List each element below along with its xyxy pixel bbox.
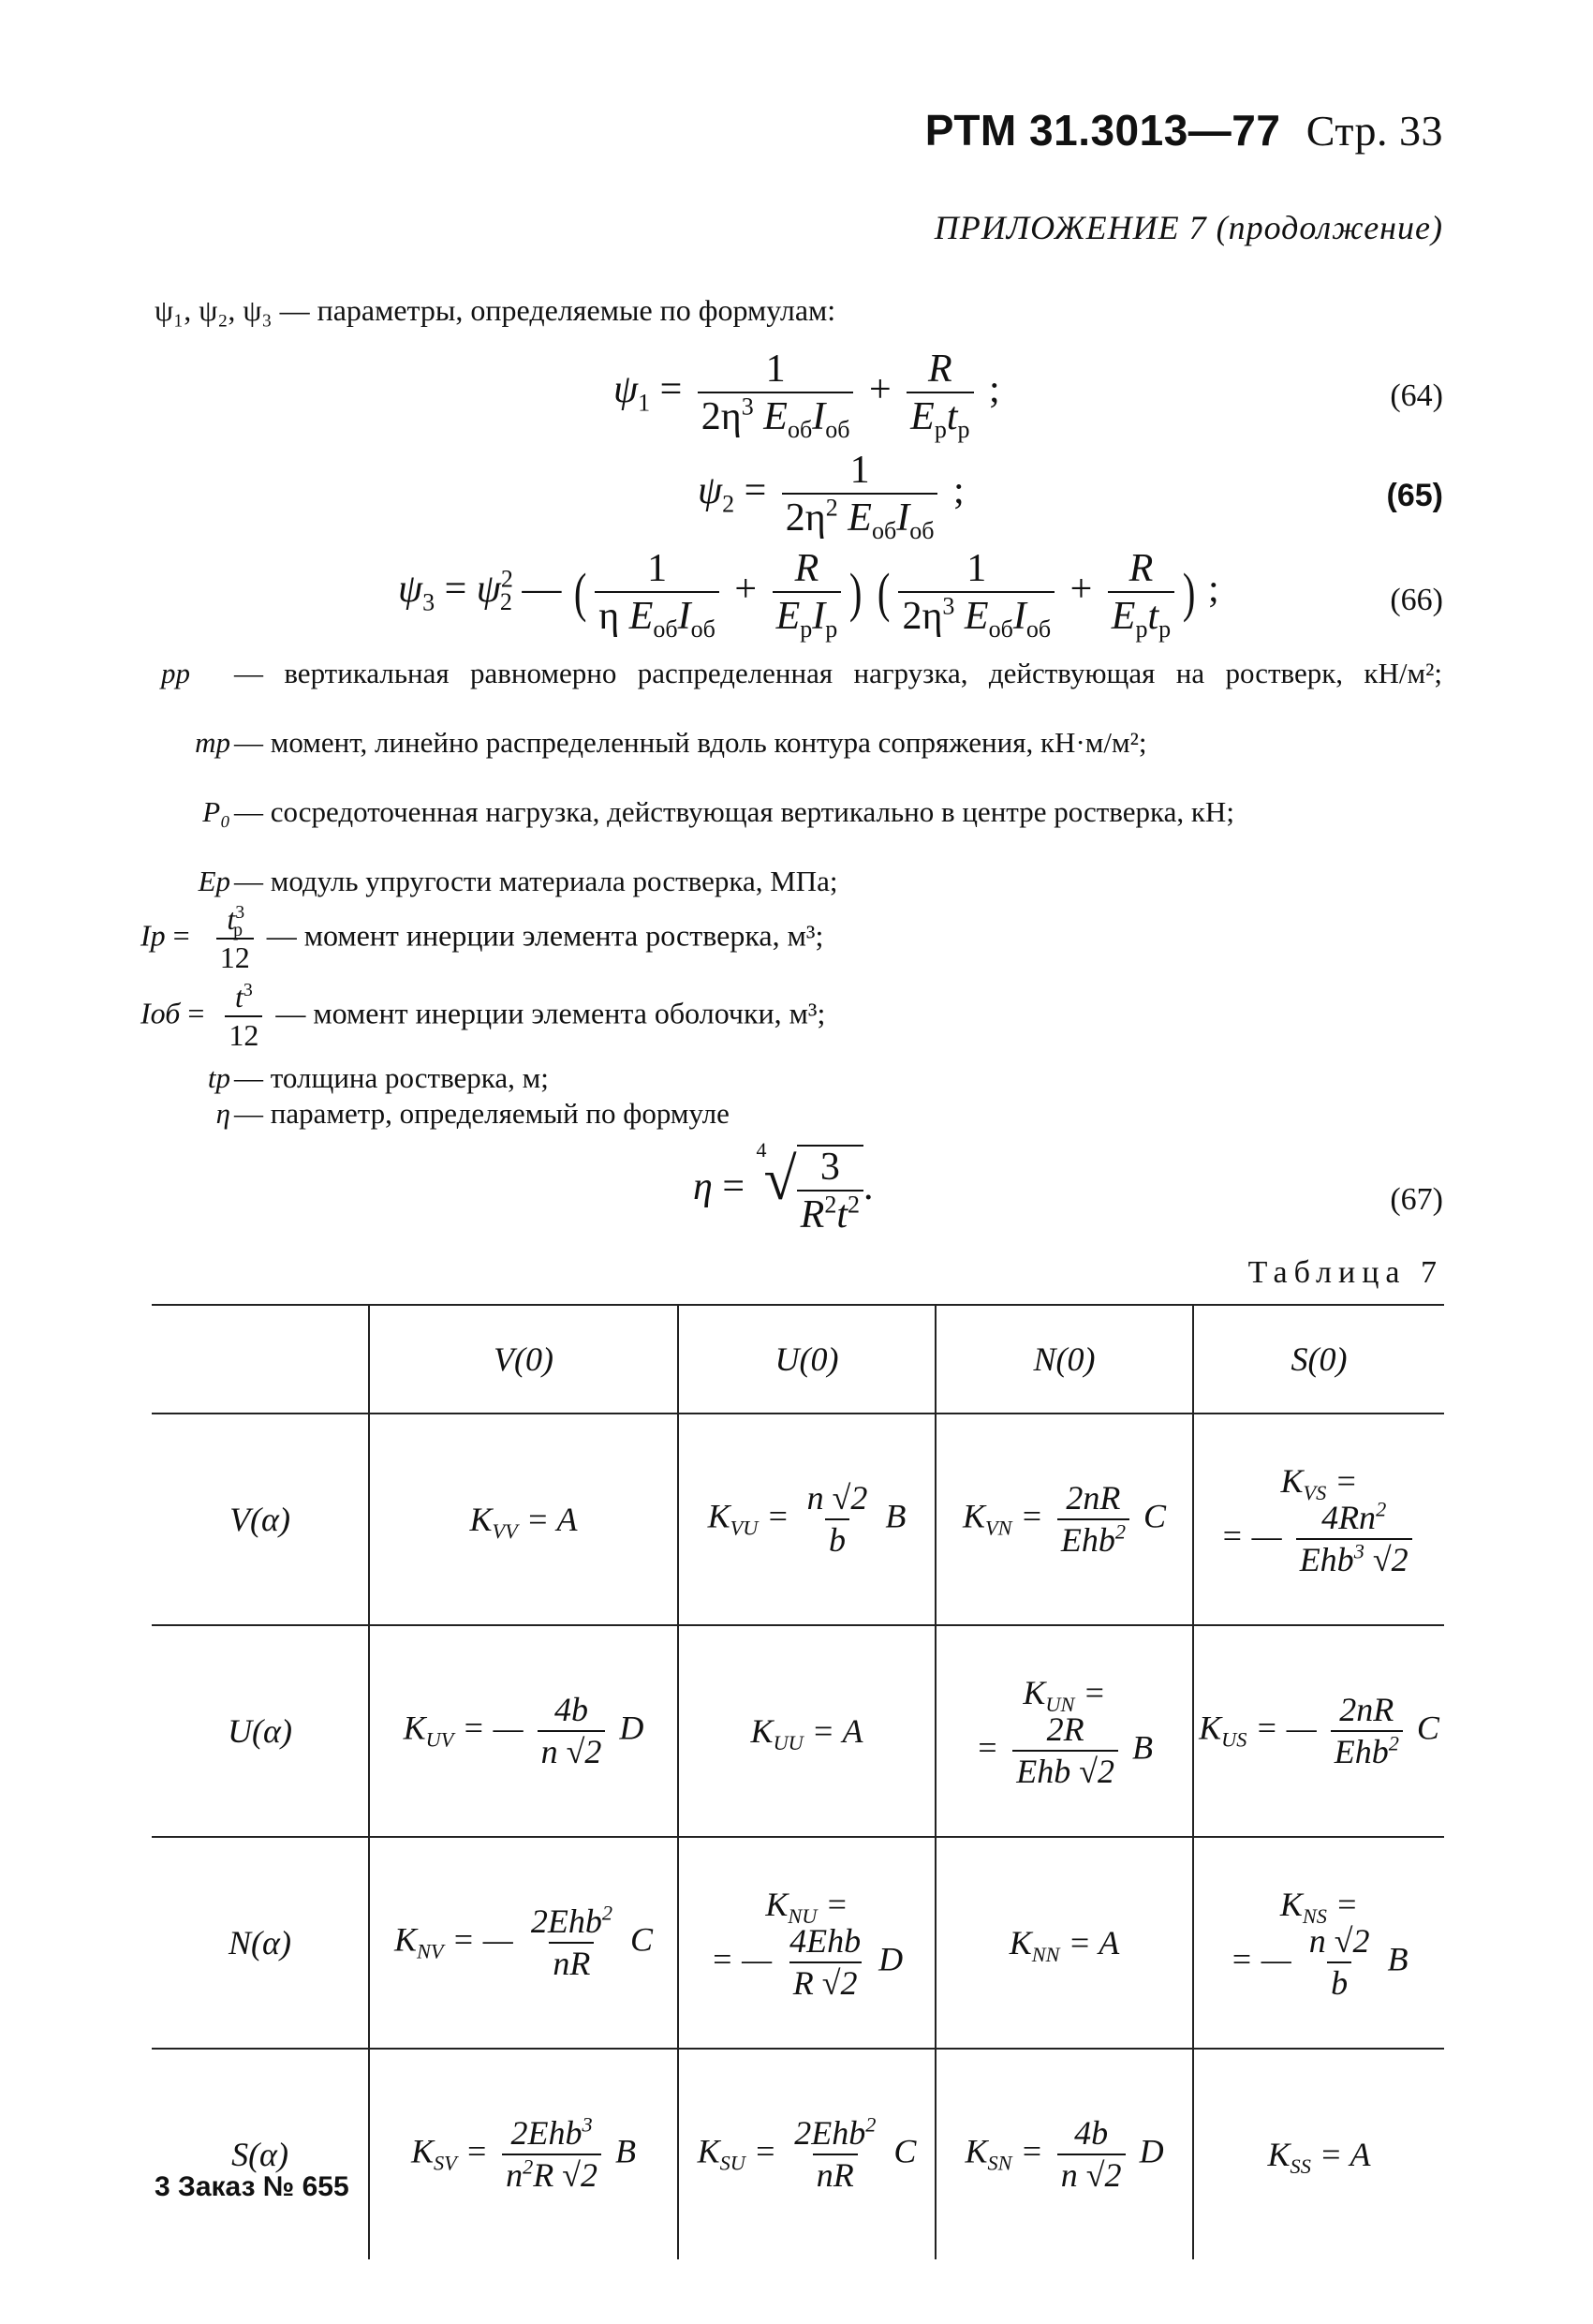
equation-number-66: (66) <box>1390 583 1443 617</box>
definition-symbol: tр <box>207 1061 230 1094</box>
column-header: N(0) <box>936 1305 1193 1414</box>
document-code: РТМ 31.3013—77 <box>924 106 1281 155</box>
definition-eta <box>215 1096 1442 1132</box>
formula-65: $\psi_2$ = $\frac{1}{2\eta^2 E_{об}I_{об}}$ ; <box>698 449 965 545</box>
column-header: S(0) <box>1193 1305 1444 1414</box>
definition-text: — сосредоточенная нагрузка, действующая вертикально в центре ростверка, кН; <box>234 795 1234 828</box>
definition-pp <box>161 656 1442 691</box>
equation-number-64: (64) <box>1390 378 1443 413</box>
table-cell: $K_{SS} = A$ <box>1193 2049 1444 2259</box>
equation-number-65: (65) <box>1386 478 1443 513</box>
table-cell: $K_{NV}$ = — $\frac{2Ehb^2}{nR}$ C <box>369 1837 678 2049</box>
definition-symbol: η <box>215 1097 230 1130</box>
row-header: N(α) <box>152 1837 369 2049</box>
table-cell: $K_{NU}$ = = — $\frac{\text{4Ehb}}{R √2}$ D <box>678 1837 936 2049</box>
definition-ep <box>198 864 1442 899</box>
definition-text: — момент, линейно распределенный вдоль контура сопряжения, кН·м/м²; <box>234 726 1147 759</box>
definition-p0 <box>202 794 1442 830</box>
coefficients-table <box>152 1304 1444 2259</box>
row-header: V(α) <box>152 1414 369 1625</box>
table-cell: $K_{UN}$ = = $\frac{2R}{\text{Ehb √2}}$ B <box>936 1625 1193 1837</box>
definition-mp <box>195 725 1442 761</box>
table-row <box>152 2049 1444 2259</box>
intro-text: — параметры, определяемые по формулам: <box>279 293 836 327</box>
table-cell: $K_{UV}$ = — $\frac{4b}{n √2}$ D <box>369 1625 678 1837</box>
table-cell: $K_{NS}$ = = — $\frac{n √2}{b}$ B <box>1193 1837 1444 2049</box>
formula-67: η = 4 √ $\frac{3}{R^2t^2}$ . <box>693 1138 874 1237</box>
table-corner <box>152 1305 369 1414</box>
column-header: V(0) <box>369 1305 678 1414</box>
definition-symbol: Eр <box>198 865 230 897</box>
intro-line <box>155 292 835 328</box>
definition-symbol: pр <box>161 657 190 689</box>
definition-text: — вертикальная равномерно распределенная нагрузка, действующая на ростверк, кН/м²; <box>234 657 1442 689</box>
equation-number-67: (67) <box>1390 1182 1443 1217</box>
definition-symbol: Iоб <box>140 996 181 1030</box>
definition-text: — момент инерции элемента ростверка, м³; <box>266 918 824 953</box>
table-cell: $K_{VU}$ = $\frac{n √2}{b}$ B <box>678 1414 936 1625</box>
table-row <box>152 1837 1444 2049</box>
print-order-footer: 3 Заказ № 655 <box>155 2171 349 2202</box>
table-cell: $K_{UU} = A$ <box>678 1625 936 1837</box>
table-cell: $K_{VN}$ = $\frac{2nR}{Ehb^2}$ C <box>936 1414 1193 1625</box>
table-cell: $K_{VV} = A$ <box>369 1414 678 1625</box>
definition-text: — параметр, определяемый по формуле <box>234 1097 730 1130</box>
table-row <box>152 1625 1444 1837</box>
table-header-row <box>152 1305 1444 1414</box>
table-row <box>152 1414 1444 1625</box>
table-cell: $K_{NN} = A$ <box>936 1837 1193 2049</box>
table-cell: $K_{SU}$ = $\frac{2Ehb^2}{nR}$ C <box>678 2049 936 2259</box>
definition-iob: Iоб = $\frac{t^3}{12}$ — момент инерции элемента оболочки, м³; <box>140 980 826 1052</box>
definition-text: — модуль упругости материала ростверка, МПа; <box>234 865 838 897</box>
table-cell: $K_{SN}$ = $\frac{4b}{n √2}$ D <box>936 2049 1193 2259</box>
definition-text: — момент инерции элемента оболочки, м³; <box>275 996 826 1030</box>
definition-tp <box>207 1060 1442 1096</box>
table-cell: $K_{US}$ = — $\frac{2nR}{Ehb^2}$ C <box>1193 1625 1444 1837</box>
definition-text: — толщина ростверка, м; <box>234 1061 549 1094</box>
page-header <box>925 105 1443 155</box>
definition-symbol: Iр <box>140 918 166 953</box>
column-header: U(0) <box>678 1305 936 1414</box>
appendix-label: ПРИЛОЖЕНИЕ 7 (продолжение) <box>934 209 1443 246</box>
row-header: S(α) <box>231 2136 288 2173</box>
formula-64: $\psi_1$ = $\frac{1}{2\eta^3 E_{об}I_{об}}$ + $\frac{R}{E_рt_р}$ ; <box>613 348 1000 444</box>
table-caption: Таблица 7 <box>1247 1255 1443 1290</box>
table-cell: $K_{VS}$ = = — $\frac{4Rn^2}{Ehb^3 √2}$ <box>1193 1414 1444 1625</box>
definition-ip: Iр = $\frac{t^3_p}{12}$ — момент инерции элемента ростверка, м³; <box>140 902 824 974</box>
definition-symbol: P₀ <box>202 795 230 828</box>
table-cell: $K_{SV}$ = $\frac{2Ehb^3}{n^2R √2}$ B <box>369 2049 678 2259</box>
intro-symbols: ψ₁, ψ₂, ψ₃ <box>155 293 273 327</box>
formula-66: $\psi_3 = \psi^2_2$ — ( $\frac{1}{\eta E_{об}I_{об}}$ + $\frac{R}{E_рI_р}$ ) ( $\frac{1}{2\eta^3 E_{об}I_{об}}$ + $\frac{R}{E_рt_р}$ ) ; <box>398 547 1219 644</box>
definition-symbol: mр <box>195 726 230 759</box>
row-header: U(α) <box>152 1625 369 1837</box>
page-number: Стр. 33 <box>1305 107 1443 155</box>
